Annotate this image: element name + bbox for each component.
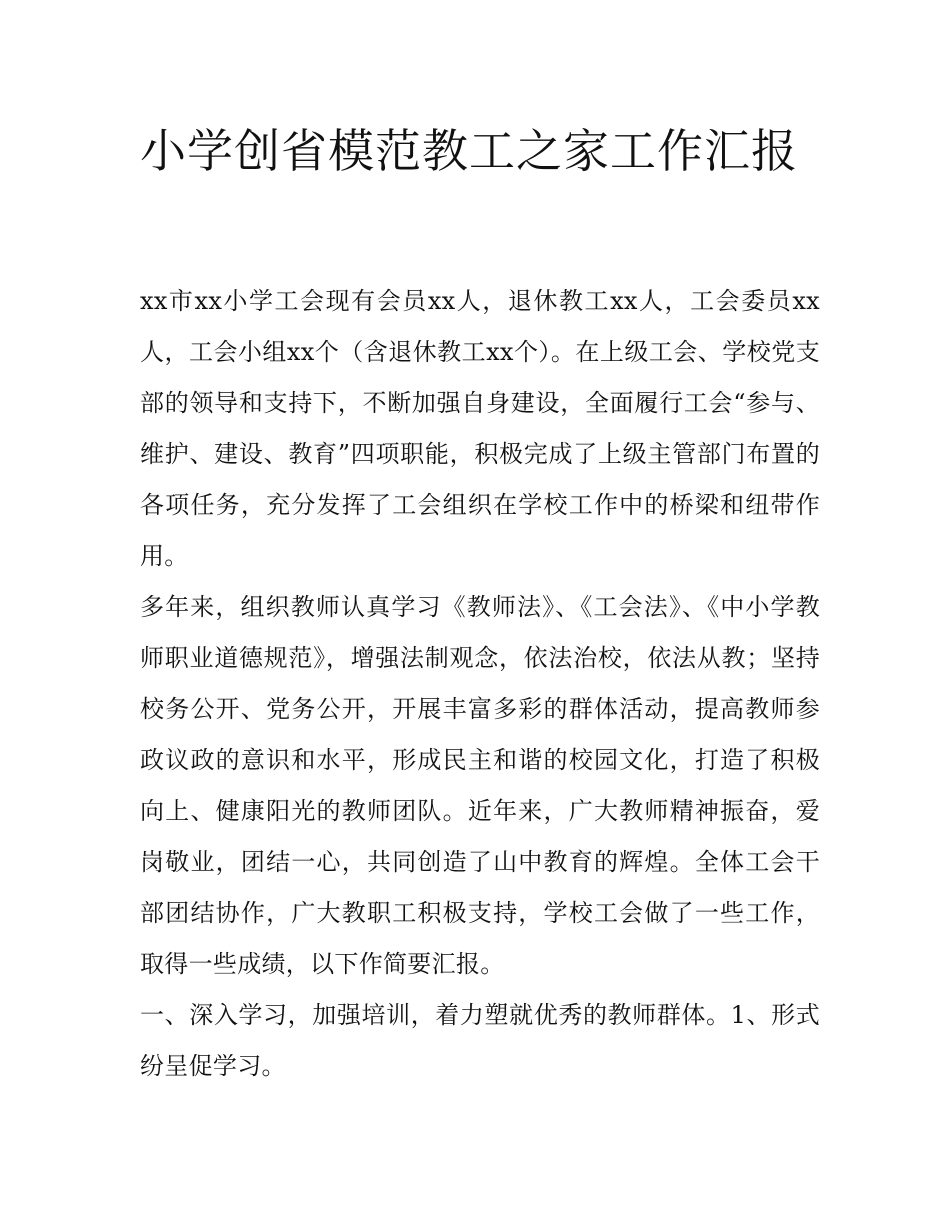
document-title: 小学创省模范教工之家工作汇报 [140, 124, 798, 178]
paragraph-study: 多年来，组织教师认真学习《教师法》、《工会法》、《中小学教师职业道德规范》，增强法制观念，依法治校，依法从教；坚持校务公开、党务公开，开展丰富多彩的群体活动，提高教师参政议政的意识和水平，形成民主和谐的校园文化，打造了积极向上、健康阳光的教师团队。近年来，广大教师精神振奋，爱岗敬业，团结一心，共同创造了山中教育的辉煌。全体工会干部团结协作，广大教职工积极支持，学校工会做了一些工作，取得一些成绩，以下作简要汇报。 [140, 593, 820, 978]
document-body [140, 276, 820, 1092]
paragraph-section-one: 一、深入学习，加强培训，着力塑就优秀的教师群体。1、形式纷呈促学习。 [140, 1001, 820, 1080]
paragraph-intro: xx市xx小学工会现有会员xx人，退休教工xx人，工会委员xx人，工会小组xx个（含退休教工xx个）。在上级工会、学校党支部的领导和支持下，不断加强自身建设，全面履行工会“参与、维护、建设、教育”四项职能，积极完成了上级主管部门布置的各项任务，充分发挥了工会组织在学校工作中的桥梁和纽带作用。 [140, 287, 820, 570]
